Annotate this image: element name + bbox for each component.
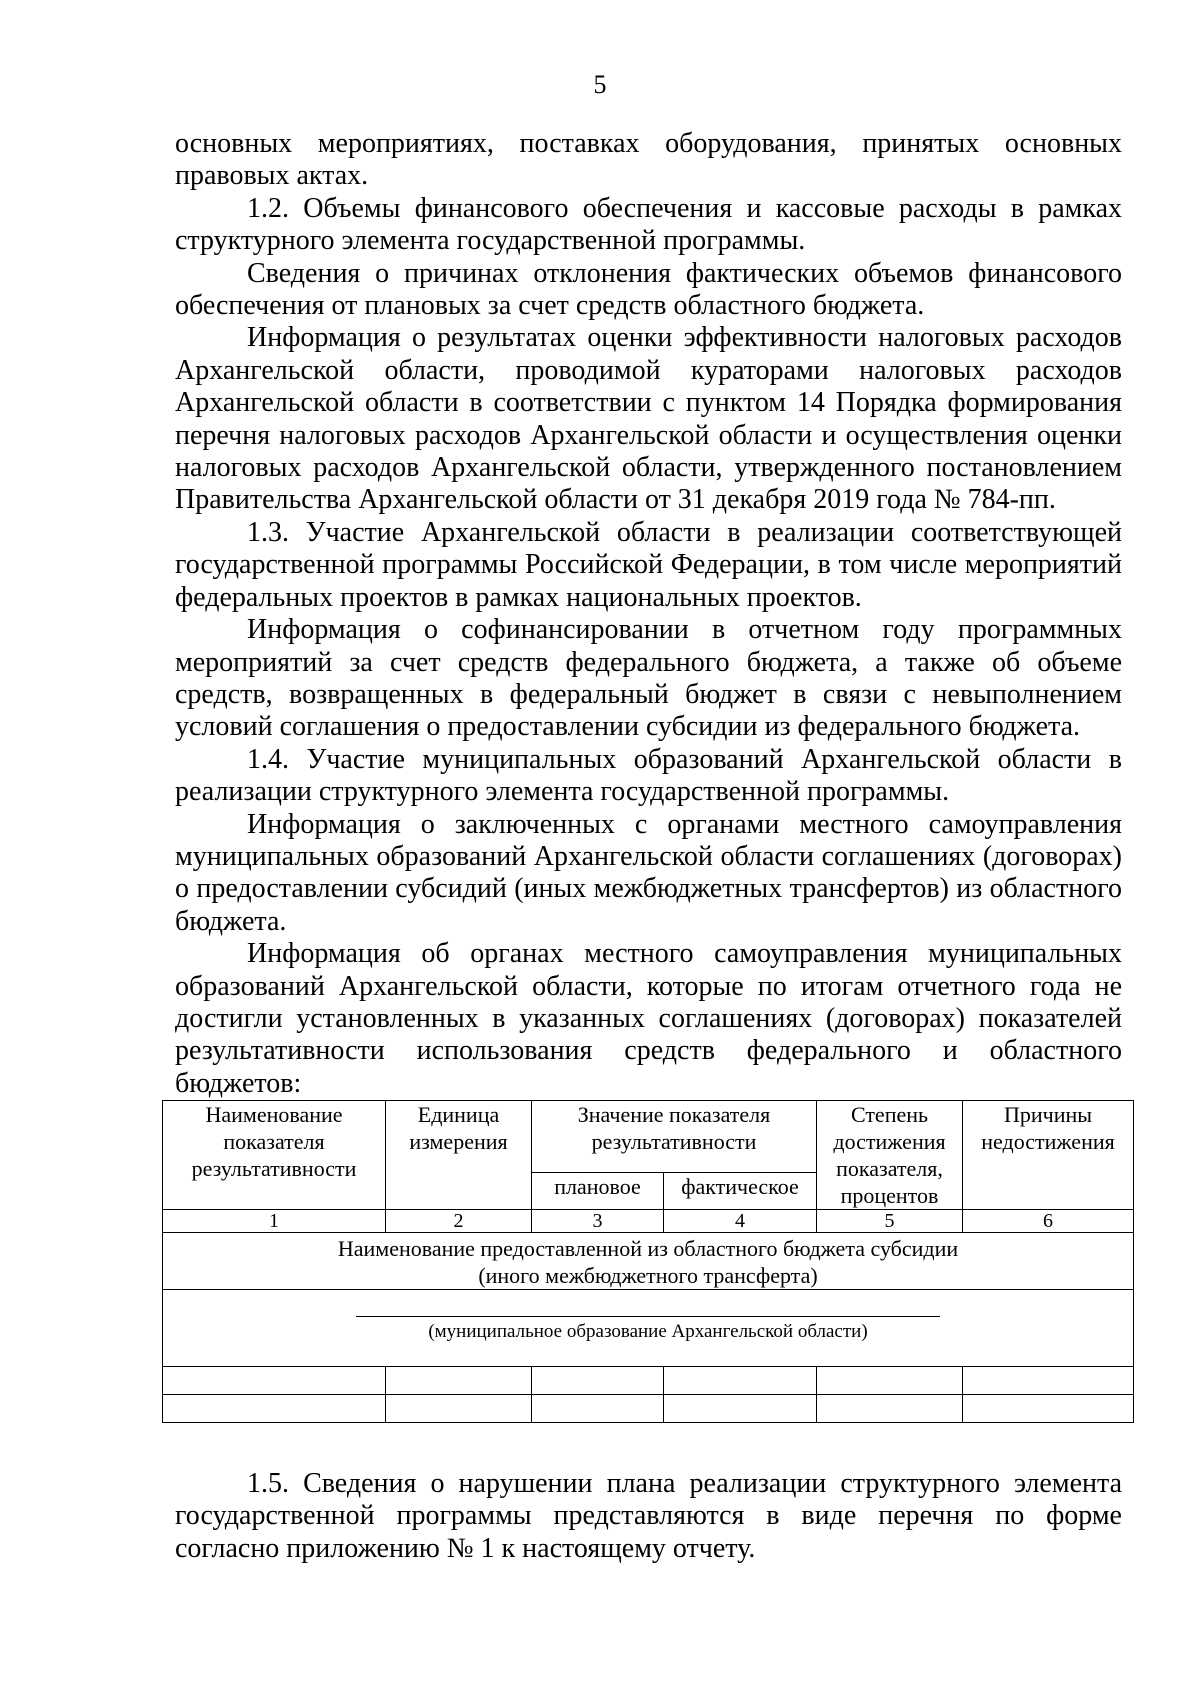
table-cell [163,1367,386,1395]
municipality-cell [163,1290,1134,1367]
table-cell [163,1395,386,1423]
table-cell [963,1367,1134,1395]
table-cell [386,1395,532,1423]
column-number: 4 [664,1210,817,1233]
indicator-table [162,1100,1134,1423]
paragraph-1: основных мероприятиях, поставках оборудования, принятых основных правовых актах. [175,128,1122,192]
paragraph-4: Информация о результатах оценки эффективности налоговых расходов Архангельской области, проводимой кураторами налоговых расходов Архангельской области в соответствии с пунктом 14 Порядка формирования перечня налоговых расходов Архангельской области и осуществления оценки налоговых расходов Архангельской области, утвержденного постановлением Правительства Архангельской области от 31 декабря 2019 года № 784-пп. [175,322,1122,516]
table-cell [817,1395,963,1423]
table-row [163,1367,1134,1395]
table-cell [963,1395,1134,1423]
subsidy-row [163,1233,1134,1290]
header-indicator-value: Значение показателя результативности [532,1101,817,1173]
subsidy-name-cell [163,1233,1134,1290]
column-number: 6 [963,1210,1134,1233]
column-number-row [163,1210,1134,1233]
paragraph-8: Информация о заключенных с органами местного самоуправления муниципальных образований Архангельской области соглашениях (договорах) о предоставлении субсидий (иных межбюджетных трансфертов) из областного бюджета. [175,808,1122,937]
column-number: 3 [532,1210,664,1233]
table-cell [664,1395,817,1423]
table-cell [532,1367,664,1395]
table-row [163,1395,1134,1423]
header-planned: плановое [532,1173,664,1210]
column-number: 1 [163,1210,386,1233]
header-indicator-name: Наименование показателя результативности [163,1101,386,1210]
table-cell [664,1367,817,1395]
header-reasons: Причины недостижения [963,1101,1134,1210]
page-number: 5 [593,70,607,99]
paragraph-2: 1.2. Объемы финансового обеспечения и кассовые расходы в рамках структурного элемента государственной программы. [175,192,1122,257]
table-cell [817,1367,963,1395]
closing-text [175,1468,1122,1565]
paragraph-5: 1.3. Участие Архангельской области в реализации соответствующей государственной программы Российской Федерации, в том числе мероприятий федеральных проектов в рамках национальных проектов. [175,516,1122,613]
paragraph-6: Информация о софинансировании в отчетном году программных мероприятий за счет средств федерального бюджета, а также об объеме средств, возвращенных в федеральный бюджет в связи с невыполнением условий соглашения о предоставлении субсидии из федерального бюджета. [175,614,1122,743]
subsidy-name-line1: Наименование предоставленной из областного бюджета субсидии [337,1236,959,1261]
table-header-row [163,1101,1134,1173]
table-cell [532,1395,664,1423]
header-achievement: Степень достижения показателя, процентов [817,1101,963,1210]
indicator-table-wrapper [162,1100,1133,1423]
column-number: 5 [817,1210,963,1233]
table-cell [386,1367,532,1395]
subsidy-name-line2: (иного межбюджетного трансферта) [478,1263,818,1288]
paragraph-closing: 1.5. Сведения о нарушении плана реализации структурного элемента государственной программы представляются в виде перечня по форме согласно приложению № 1 к настоящему отчету. [175,1468,1122,1564]
paragraph-3: Сведения о причинах отклонения фактических объемов финансового обеспечения от плановых за счет средств областного бюджета. [175,257,1122,322]
header-unit: Единица измерения [386,1101,532,1210]
paragraph-7: 1.4. Участие муниципальных образований Архангельской области в реализации структурного элемента государственной программы. [175,743,1122,808]
column-number: 2 [386,1210,532,1233]
municipality-row [163,1290,1134,1367]
municipality-caption: (муниципальное образование Архангельской области) [428,1321,868,1342]
header-actual: фактическое [664,1173,817,1210]
paragraph-9: Информация об органах местного самоуправления муниципальных образований Архангельской области, которые по итогам отчетного года не достигли установленных в указанных соглашениях (договорах) показателей результативности использования средств федерального и областного бюджетов: [175,938,1122,1099]
body-text [175,128,1122,1100]
municipality-fill-line [356,1316,940,1317]
